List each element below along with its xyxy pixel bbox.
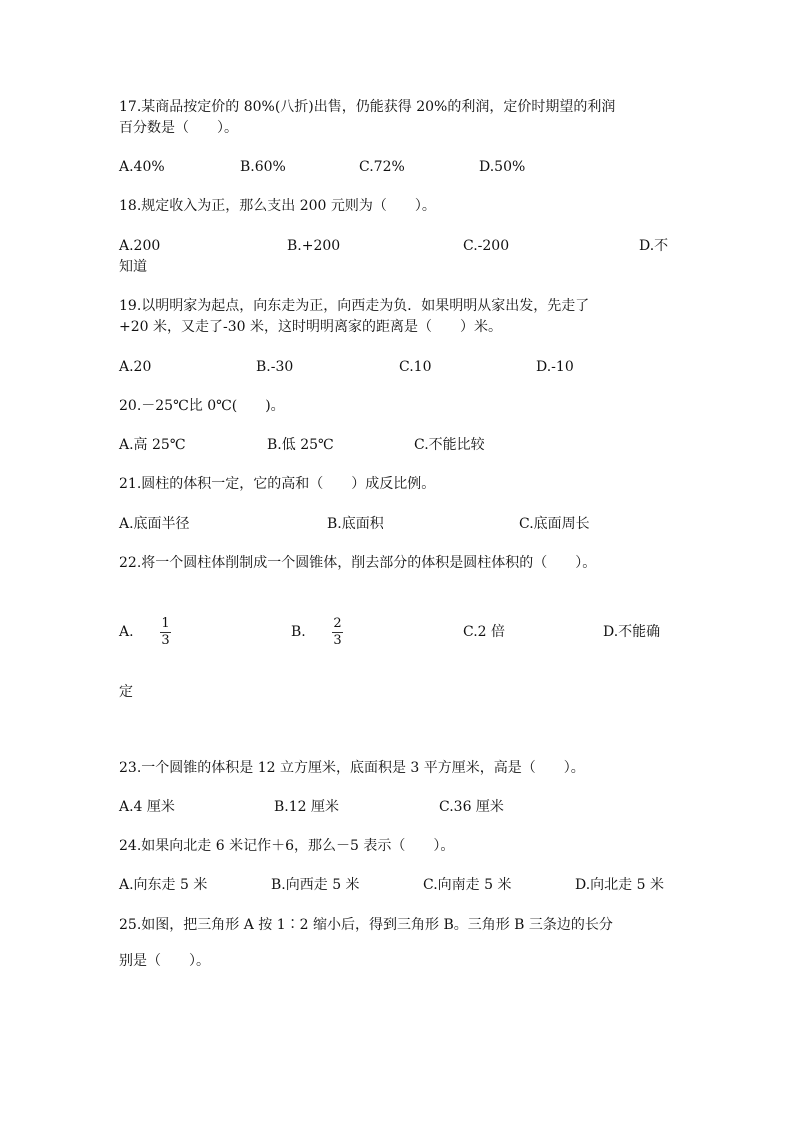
question-22-option-c: C.2 倍 [463, 624, 506, 640]
question-19-option-c: C.10 [399, 359, 432, 375]
question-22-option-a-fraction [160, 617, 171, 648]
question-24-stem-line-1: 24.如果向北走 6 米记作＋6，那么－5 表示（ ）。 [119, 838, 455, 854]
question-17-option-a: A.40% [119, 159, 165, 175]
question-22-option-d: D.不能确 [603, 624, 661, 640]
question-21-stem-line-1: 21.圆柱的体积一定，它的高和（ ）成反比例。 [119, 476, 436, 492]
question-18-option-a: A.200 [119, 238, 161, 254]
question-21-option-a: A.底面半径 [119, 516, 190, 532]
question-22-stem-line-1: 22.将一个圆柱体削制成一个圆锥体，削去部分的体积是圆柱体积的（ ）。 [119, 555, 597, 571]
question-24-option-d: D.向北走 5 米 [575, 877, 664, 893]
question-24-option-a: A.向东走 5 米 [119, 877, 208, 893]
question-22-option-b-fraction [332, 617, 343, 648]
fraction-numerator: 2 [333, 616, 342, 631]
question-19-option-a: A.20 [119, 359, 152, 375]
fraction-denominator: 3 [161, 633, 170, 648]
question-17-option-b: B.60% [240, 159, 286, 175]
question-17-option-d: D.50% [479, 159, 526, 175]
question-22-option-d-wrap: 定 [119, 684, 133, 700]
question-18-option-d-wrap: 知道 [119, 259, 147, 275]
question-19-stem-line-2: +20 米，又走了-30 米，这时明明离家的距离是（ ）米。 [119, 319, 502, 335]
question-23-option-c: C.36 厘米 [439, 799, 504, 815]
question-19-option-d: D.-10 [536, 359, 574, 375]
question-21-option-b: B.底面积 [327, 516, 384, 532]
question-18-stem-line-1: 18.规定收入为正，那么支出 200 元则为（ ）。 [119, 198, 436, 214]
question-20-option-a: A.高 25℃ [119, 437, 186, 453]
question-17-stem-line-2: 百分数是（ ）。 [119, 120, 238, 136]
question-22-option-b: B. [291, 624, 306, 640]
question-20-option-b: B.低 25℃ [267, 437, 334, 453]
question-21-option-c: C.底面周长 [519, 516, 590, 532]
fraction-numerator: 1 [161, 616, 170, 631]
question-18-option-d: D.不 [639, 238, 669, 254]
question-20-option-c: C.不能比较 [414, 437, 485, 453]
question-18-option-c: C.-200 [463, 238, 510, 254]
fraction-denominator: 3 [333, 633, 342, 648]
question-23-stem-line-1: 23.一个圆锥的体积是 12 立方厘米，底面积是 3 平方厘米，高是（ ）。 [119, 760, 585, 776]
question-23-option-a: A.4 厘米 [119, 799, 175, 815]
question-19-stem-line-1: 19.以明明家为起点，向东走为正，向西走为负．如果明明从家出发，先走了 [119, 298, 590, 314]
question-19-option-b: B.-30 [256, 359, 294, 375]
question-25-stem-line-1: 25.如图，把三角形 A 按 1∶2 缩小后，得到三角形 B。三角形 B 三条边的长分 [119, 917, 613, 933]
question-24-option-b: B.向西走 5 米 [271, 877, 360, 893]
question-18-option-b: B.+200 [287, 238, 341, 254]
question-17-stem-line-1: 17.某商品按定价的 80%(八折)出售，仍能获得 20%的利润，定价时期望的利润 [119, 99, 616, 115]
question-22-option-a: A. [119, 624, 134, 640]
question-17-option-c: C.72% [359, 159, 405, 175]
question-25-stem-line-2: 别是（ ）。 [119, 953, 210, 969]
question-24-option-c: C.向南走 5 米 [423, 877, 512, 893]
question-20-stem-line-1: 20.－25℃比 0℃( )。 [119, 398, 285, 414]
question-23-option-b: B.12 厘米 [274, 799, 340, 815]
